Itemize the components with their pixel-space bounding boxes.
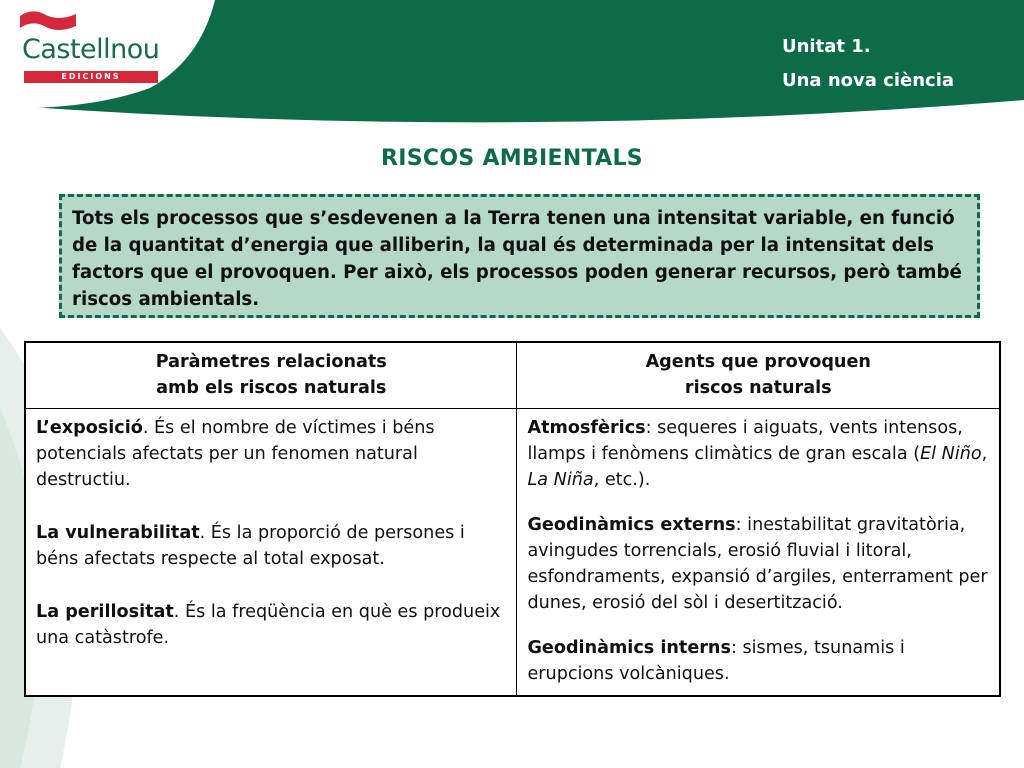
- logo-name: Castellnou: [22, 34, 160, 65]
- unit-subtitle: Una nova ciència: [782, 70, 955, 91]
- table-row: [25, 408, 1000, 696]
- header-line: Paràmetres relacionats: [155, 352, 387, 372]
- term: L’exposició: [36, 417, 143, 438]
- definition: : sequeres i aiguats, vents intensos, llamps i fenòmens climàtics de gran escala (: [527, 417, 963, 464]
- publisher-logo: [18, 8, 163, 81]
- agent-external-geodynamic: [527, 512, 989, 616]
- flag-icon: [18, 8, 80, 34]
- separator: ,: [981, 443, 988, 464]
- column-header-parameters: [25, 342, 517, 408]
- parameter-exposure: [36, 415, 506, 493]
- phenomenon-name: La Niña: [527, 469, 594, 490]
- agent-atmospheric: [527, 415, 989, 493]
- page-title: RISCOS AMBIENTALS: [381, 146, 643, 171]
- unit-number: Unitat 1.: [782, 36, 871, 57]
- agents-cell: [517, 408, 1000, 696]
- term: Atmosfèrics: [527, 417, 646, 438]
- definition: . És la proporció de persones i béns afectats respecte al total exposat.: [36, 522, 465, 569]
- header-line: Agents que provoquen: [645, 352, 871, 372]
- header-band: [0, 0, 1024, 130]
- definition: . És la freqüència en què es produeix una catàstrofe.: [36, 601, 501, 648]
- risks-table: [24, 341, 1001, 697]
- header-line: riscos naturals: [684, 378, 832, 398]
- logo-subtitle: EDICIONS: [24, 71, 158, 83]
- agent-internal-geodynamic: [527, 635, 989, 687]
- column-header-agents: [517, 342, 1000, 408]
- term: Geodinàmics interns: [527, 637, 731, 658]
- unit-label: [762, 30, 1002, 98]
- table-header-row: [25, 342, 1000, 408]
- phenomenon-name: El Niño: [920, 443, 982, 464]
- term: La vulnerabilitat: [36, 522, 200, 543]
- intro-box: Tots els processos que s’esdevenen a la Terra tenen una intensitat variable, en funció de la quantitat d’energia que alliberin, la qual és determinada per la intensitat dels factors que el provoquen. Per això, els processos poden generar recursos, però també riscos ambientals.: [59, 194, 980, 318]
- definition-end: , etc.).: [593, 469, 651, 490]
- definition: . És el nombre de víctimes i béns potencials afectats per un fenomen natural destructiu.: [36, 417, 435, 490]
- parameter-hazard: [36, 599, 506, 651]
- term: La perillositat: [36, 601, 174, 622]
- term: Geodinàmics externs: [527, 514, 736, 535]
- definition: : sismes, tsunamis i erupcions volcàniques.: [527, 637, 905, 684]
- definition: : inestabilitat gravitatòria, avingudes torrencials, erosió fluvial i litoral, esfondraments, expansió d’argiles, enterrament per dunes, erosió del sòl i desertització.: [527, 514, 988, 613]
- header-line: amb els riscos naturals: [156, 378, 387, 398]
- parameter-vulnerability: [36, 520, 506, 572]
- parameters-cell: [25, 408, 517, 696]
